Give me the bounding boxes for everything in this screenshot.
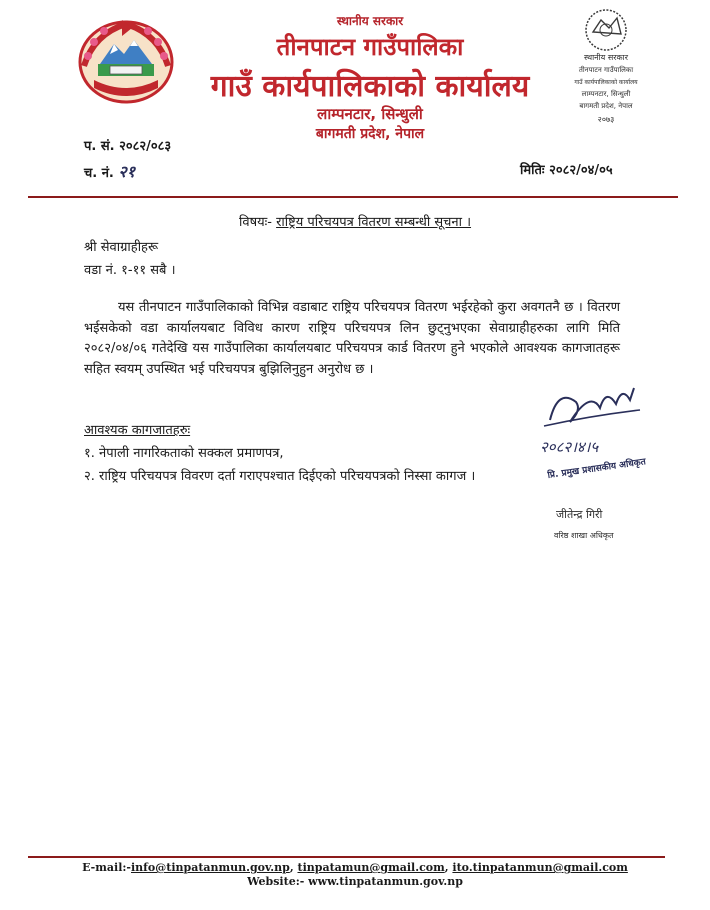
website-label: Website:- (247, 875, 305, 888)
officer-signature (530, 380, 680, 484)
address-line-1: लाम्पनटार, सिन्धुली (317, 105, 423, 123)
email-link-2[interactable]: tinpatamun@gmail.com (297, 861, 445, 874)
email-label: E-mail:- (82, 861, 131, 874)
email-link-1[interactable]: info@tinpatanmun.gov.np (131, 861, 290, 874)
stamp-line-4: लाम्पनटार, सिन्धुली (581, 90, 631, 98)
email-link-3[interactable]: ito.tinpatanmun@gmail.com (452, 861, 628, 874)
gov-label: स्थानीय सरकार (336, 14, 404, 28)
stamp-line-2: तीनपाटन गाउँपालिका (578, 66, 634, 74)
letter-date: मितिः २०८२/०४/०५ (520, 163, 613, 178)
document-item-2: २. राष्ट्रिय परिचयपत्र विवरण दर्ता गराएपश्चात दिईएको परिचयपत्रको निस्सा कागज । (84, 469, 476, 484)
documents-title: आवश्यक कागजातहरुः (84, 423, 191, 438)
officer-title: वरिष्ठ शाखा अधिकृत (554, 531, 614, 540)
notice-paragraph: यस तीनपाटन गाउँपालिकाको विभिन्न वडाबाट राष्ट्रिय परिचयपत्र वितरण भईरहेको कुरा अवगतनै छ । वितरण भईसकेको वडा कार्यालयबाट विविध कारण राष्ट्रिय परिचयपत्र लिन छुट्नुभएका सेवाग्राहीहरुका लागि मिति २०८२/०४/०६ गतेदेखि यस गाउँपालिका कार्यालयबाट परिचयपत्र कार्ड वितरण हुने भएकोले आवश्यक कागजातहरू सहित स्वयम् उपस्थित भई परिचयपत्र बुझिलिनुहुन अनुरोध छ । (84, 300, 620, 377)
municipality-name: तीनपाटन गाउँपालिका (276, 33, 464, 61)
subject-line (0, 212, 710, 230)
dispatch-value: २१ (118, 162, 136, 181)
stamp-line-1: स्थानीय सरकार (584, 53, 628, 62)
addressee-line-2: वडा नं. १-११ सबै । (84, 263, 176, 278)
footer-website (0, 875, 710, 888)
dispatch-label: च. नं. (84, 166, 114, 181)
website-link[interactable]: www.tinpatanmun.gov.np (308, 875, 463, 888)
header-divider (28, 196, 678, 198)
office-name: गाउँ कार्यपालिकाको कार्यालय (210, 69, 530, 104)
addressee-line-1: श्री सेवाग्राहीहरू (84, 240, 159, 255)
section-officer-signature (552, 498, 662, 548)
footer-divider (28, 856, 665, 858)
subject-label: विषयः- (238, 215, 272, 230)
footer-emails: E-mail:-info@tinpatanmun.gov.np, tinpatamun@gmail.com, ito.tinpatanmun@gmail.com (82, 861, 628, 874)
stamp-line-3: गाउँ कार्यपालिकाको कार्यालय (574, 79, 638, 86)
signature-title: प्रि. प्रमुख प्रशासकीय अधिकृत (547, 457, 647, 481)
dispatch-number (84, 160, 135, 182)
signature-date: २०८२।४।५ (540, 438, 599, 456)
address-line-2: बागमती प्रदेश, नेपाल (315, 126, 425, 142)
stamp-line-6: २०७३ (597, 115, 615, 124)
notice-body (84, 298, 620, 380)
officer-name: जीतेन्द्र गिरी (556, 508, 603, 521)
office-stamp (565, 4, 647, 132)
document-item-1: १. नेपाली नागरिकताको सक्कल प्रमाणपत्र, (84, 446, 284, 461)
subject-text: राष्ट्रिय परिचयपत्र वितरण सम्बन्धी सूचना । (276, 215, 472, 230)
stamp-line-5: बागमती प्रदेश, नेपाल (579, 102, 633, 110)
letter-number: प. सं. २०८२/०८३ (84, 139, 172, 154)
